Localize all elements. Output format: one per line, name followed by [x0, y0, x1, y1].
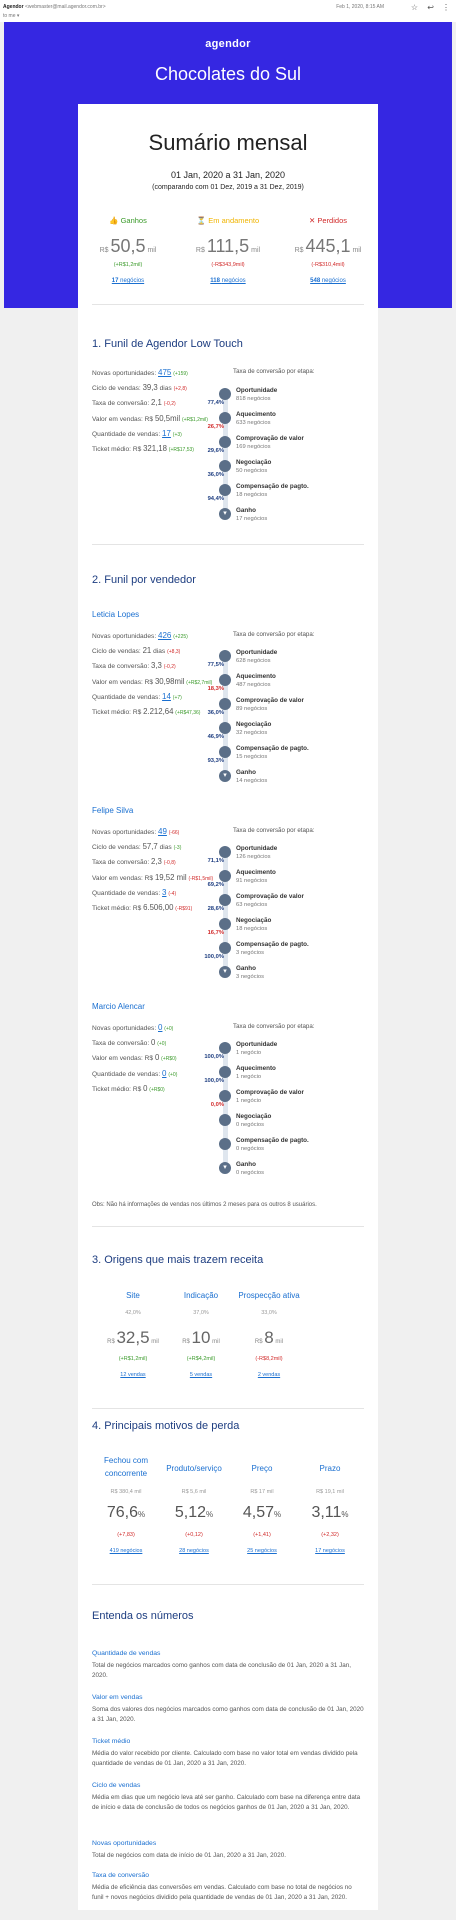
percent-value: 4,57	[242, 1504, 274, 1521]
metric-text: Taxa de conversão:	[92, 1040, 150, 1048]
stage-count: 633 negócios	[236, 420, 271, 426]
origin-delta: (+R$1,2mil)	[118, 1356, 148, 1362]
metric-text: (-0,8)	[163, 860, 176, 867]
loss-reason-delta: (+7,83)	[117, 1532, 135, 1538]
more-options-icon[interactable]: ⋮	[442, 3, 450, 12]
stage-dot	[219, 894, 231, 906]
metric-text: Valor em vendas:	[92, 874, 143, 882]
stage-dot	[219, 698, 231, 710]
origin-value	[234, 1328, 304, 1348]
conversion-rate: 100,0%	[204, 1078, 224, 1084]
conversion-rate: 100,0%	[204, 954, 224, 960]
summary-compare: (comparando com 01 Dez, 2019 a 31 Dez, 2019)	[152, 184, 304, 191]
loss-reason-link[interactable]: 28 negócios	[179, 1548, 209, 1554]
definition-body: Média de eficiência das conversões em vendas. Calculado com base no total de negócios no funil + novos negócios dividido pela quantidade de vendas de 01 Jan, 2020 a 31 Jan, 2020.	[92, 1884, 352, 1901]
metric-text: 0	[154, 1053, 160, 1063]
stage-count: 169 negócios	[236, 444, 271, 450]
metric-text: (+0)	[164, 1026, 174, 1032]
stage-count: 89 negócios	[236, 706, 268, 712]
divider	[92, 544, 364, 545]
conversion-rate: 93,3%	[207, 758, 224, 764]
vendor-2-funnel-title: Taxa de conversão por etapa:	[233, 1023, 315, 1030]
metric-text: Novas oportunidades:	[92, 829, 157, 836]
stage-dot	[219, 674, 231, 686]
stage-name: Ganho	[236, 1161, 256, 1168]
stage-name: Aquecimento	[236, 1065, 276, 1072]
email-date: Feb 1, 2020, 8:15 AM	[336, 4, 384, 10]
loss-reason-percent	[160, 1504, 228, 1522]
stage-count: 0 negócios	[236, 1170, 265, 1176]
loss-reason-percent	[92, 1504, 160, 1522]
stage-dot	[219, 436, 231, 448]
stage-dot	[219, 1114, 231, 1126]
stage-name: Oportunidade	[236, 1041, 278, 1048]
stage-dot	[219, 942, 231, 954]
s1-novas-link[interactable]: 475	[158, 368, 172, 377]
conversion-rate: 77,4%	[207, 400, 224, 406]
star-icon[interactable]: ☆	[410, 3, 418, 12]
stage-name: Ganho	[236, 769, 256, 776]
stage-name: Comprovação de valor	[236, 697, 304, 704]
metric-text: R$	[144, 1055, 154, 1063]
metric-link[interactable]: 14	[162, 691, 171, 701]
kpi-ganhos-label: 👍 Ganhos	[109, 216, 147, 225]
metric-text: (+225)	[173, 634, 188, 640]
section-5-title: Entenda os números	[92, 1610, 194, 1622]
loss-reason-value: R$ 17 mil	[250, 1489, 274, 1495]
origin-sales-link[interactable]: 12 vendas	[120, 1372, 146, 1378]
definition-body: Média em dias que um negócio leva até ser ganho. Calculado com base na diferença entre data de início e data de conclusão de todos os negócios ganhos de 01 Jan, 2020 a 31 Jan, 2020.	[92, 1794, 361, 1811]
unit: mil	[275, 1339, 284, 1345]
origin-name[interactable]: Prospecção ativa	[238, 1291, 300, 1300]
stage-dot	[219, 722, 231, 734]
unit: mil	[151, 1339, 159, 1345]
stage-count: 628 negócios	[236, 658, 271, 664]
origin-share: 37,0%	[193, 1310, 209, 1316]
metric-text: 57,7	[142, 842, 158, 852]
origin-delta: (-R$8,2mil)	[255, 1356, 283, 1362]
s1-metrics: Novas oportunidades: 475 (+159) Ciclo de vendas: 39,3 dias (+2,8) Taxa de conversão: 2,1 (-0,2) Valor em vendas: R$ 50,5mil (+R$1,2mil) Quantidade de vendas: 17 (+3) Ticket médio: R$ 321,18 (+R$17,53)	[92, 368, 208, 454]
definition-title: Ticket médio	[92, 1738, 131, 1745]
metric-link[interactable]: 426	[158, 631, 172, 640]
reply-icon[interactable]: ↩	[427, 3, 434, 12]
definition-title: Novas oportunidades	[92, 1840, 157, 1847]
metric-text: (+R$47,36)	[175, 710, 201, 717]
stage-name: Compensação de pagto.	[236, 1137, 309, 1144]
metric-text: (+0)	[157, 1041, 167, 1048]
value: 8	[264, 1328, 274, 1347]
metric-text: 30,98mil	[154, 676, 185, 686]
metric-text: 19,52 mil	[154, 872, 187, 882]
kpi-ganhos-link[interactable]: 17 negócios	[111, 278, 145, 284]
stage-count: 18 negócios	[236, 926, 268, 932]
metric-line	[92, 1021, 242, 1036]
stage-name: Negociação	[236, 721, 272, 728]
stage-name: Ganho	[236, 507, 256, 514]
metric-text: (-4)	[168, 890, 177, 897]
metric-text: R$	[132, 709, 142, 717]
stage-name: Negociação	[236, 917, 272, 924]
loss-reason-percent	[296, 1504, 364, 1522]
stage-count: 32 negócios	[236, 730, 268, 736]
loss-reason-delta: (+1,41)	[253, 1532, 271, 1538]
company-name: Chocolates do Sul	[154, 64, 302, 84]
unit: mil	[212, 1339, 220, 1345]
kpi-ganhos-value: R$ 50,5 mil	[99, 236, 157, 256]
agendor-logo: agendor	[205, 38, 251, 50]
section-2-title: 2. Funil por vendedor	[92, 574, 196, 586]
conversion-rate: 71,1%	[207, 858, 224, 864]
percent-sign: %	[206, 1510, 214, 1519]
loss-reason-value: R$ 380,4 mil	[110, 1489, 142, 1495]
conversion-rate: 0,0%	[210, 1102, 224, 1108]
metric-text: Valor em vendas:	[92, 678, 143, 686]
stage-dot	[219, 870, 231, 882]
metric-text: (-R$1,5mil)	[188, 875, 214, 882]
metric-line	[92, 629, 242, 644]
stage-name: Compensação de pagto.	[236, 483, 309, 490]
origin-value	[166, 1328, 236, 1348]
value: 32,5	[116, 1328, 150, 1347]
metric-text: (-0,2)	[163, 664, 176, 671]
divider	[92, 1226, 364, 1227]
loss-reason-name[interactable]: Prazo	[319, 1464, 341, 1473]
email-header	[0, 0, 456, 22]
kpi-perdidos-delta: (-R$310,4mil)	[311, 262, 345, 268]
metric-text: 2.212,64	[143, 707, 174, 717]
origin-name[interactable]: Indicação	[183, 1291, 219, 1300]
stage-count: 63 negócios	[236, 902, 268, 908]
kpi-andamento-link[interactable]: 118 negócios	[210, 278, 246, 284]
metric-text: dias	[153, 648, 166, 656]
stage-count: 3 negócios	[236, 950, 265, 956]
stage-name: Comprovação de valor	[236, 435, 304, 442]
stage-name: Oportunidade	[236, 387, 278, 394]
kpi-perdidos-label: ✕ Perdidos	[309, 216, 347, 225]
vendor-1-funnel-title: Taxa de conversão por etapa:	[233, 827, 315, 834]
vendor-0-funnel-title: Taxa de conversão por etapa:	[233, 631, 315, 638]
vendor-name[interactable]: Marcio Alencar	[92, 1002, 145, 1011]
origin-value	[98, 1328, 168, 1348]
stage-name: Aquecimento	[236, 673, 276, 680]
percent-value: 3,11	[311, 1504, 342, 1521]
loss-reason-name[interactable]: Fechou com concorrente	[103, 1456, 149, 1478]
vendor-name[interactable]: Leticia Lopes	[92, 610, 140, 619]
stage-count: 818 negócios	[236, 396, 271, 402]
vendors-observation: Obs: Não há informações de vendas nos últimos 2 meses para os outros 8 usuários.	[92, 1202, 317, 1208]
stage-count: 3 negócios	[236, 974, 265, 980]
stage-name: Compensação de pagto.	[236, 745, 309, 752]
stage-dot	[219, 650, 231, 662]
currency: R$	[254, 1339, 263, 1345]
summary-title: Sumário mensal	[148, 130, 308, 155]
stage-count: 91 negócios	[236, 878, 268, 884]
definition-body: Média do valor recebido por cliente. Calculado com base no valor total em vendas dividido pela quantidade de vendas de 01 Jan, 2020 a 31 Jan, 2020.	[92, 1750, 358, 1767]
definition-title: Quantidade de vendas	[92, 1650, 161, 1657]
stage-dot	[219, 1066, 231, 1078]
metric-text: Quantidade de vendas:	[92, 1070, 161, 1078]
metric-text: Ticket médio:	[92, 905, 131, 913]
stage-dot	[219, 412, 231, 424]
stage-count: 18 negócios	[236, 492, 268, 498]
stage-dot	[219, 918, 231, 930]
stage-dot	[219, 1138, 231, 1150]
metric-text: Quantidade de vendas:	[92, 693, 161, 701]
stage-count: 487 negócios	[236, 682, 271, 688]
won-stage-icon: ▾	[219, 1162, 231, 1174]
stage-count: 14 negócios	[236, 778, 268, 784]
thumbs-up-icon: 👍	[109, 216, 119, 225]
conversion-rate: 94,4%	[207, 496, 224, 502]
report-card	[78, 104, 378, 1910]
stage-dot	[219, 1042, 231, 1054]
percent-sign: %	[341, 1510, 349, 1519]
metric-text: Taxa de conversão:	[92, 859, 150, 867]
stage-name: Aquecimento	[236, 869, 276, 876]
kpi-andamento-delta: (-R$343,9mil)	[211, 262, 245, 268]
value: 10	[191, 1328, 211, 1347]
divider	[92, 1584, 364, 1585]
hourglass-icon: ⏳	[196, 216, 207, 225]
stage-dot	[219, 746, 231, 758]
definition-title: Valor em vendas	[92, 1694, 143, 1701]
stage-count: 1 negócio	[236, 1050, 262, 1056]
metric-link[interactable]: 49	[158, 827, 167, 836]
origin-sales-link[interactable]: 5 vendas	[189, 1372, 213, 1378]
won-stage-icon: ▾	[219, 770, 231, 782]
won-stage-icon: ▾	[219, 966, 231, 978]
kpi-andamento-label: ⏳ Em andamento	[196, 216, 260, 225]
section-3-title: 3. Origens que mais trazem receita	[92, 1254, 264, 1266]
metric-text: (+R$0)	[161, 1056, 177, 1063]
metric-text: 0	[143, 1083, 148, 1093]
metric-text: R$	[132, 1085, 142, 1093]
metric-text: (+R$2,7mil)	[186, 679, 213, 686]
metric-text: Valor em vendas:	[92, 1055, 143, 1063]
stage-name: Compensação de pagto.	[236, 941, 309, 948]
origin-sales-link[interactable]: 2 vendas	[257, 1372, 281, 1378]
metric-text: (-66)	[168, 830, 180, 836]
stage-count: 1 negócio	[236, 1074, 262, 1080]
percent-sign: %	[274, 1510, 282, 1519]
stage-dot	[219, 388, 231, 400]
loss-reason-percent	[228, 1504, 296, 1522]
conversion-rate: 29,6%	[207, 448, 224, 454]
stage-name: Oportunidade	[236, 649, 278, 656]
stage-count: 0 negócios	[236, 1122, 265, 1128]
conversion-rate: 36,0%	[207, 472, 224, 478]
definition-body: Soma dos valores dos negócios marcados como ganhos com data de conclusão de 01 Jan, 2020 a 31 Jan, 2020.	[92, 1706, 364, 1723]
metric-text: (-R$91)	[175, 906, 193, 913]
metric-text: Novas oportunidades:	[92, 633, 157, 640]
metric-text: Ticket médio:	[92, 1085, 131, 1093]
metric-text: (-3)	[173, 845, 182, 852]
divider	[92, 304, 364, 305]
metric-text: (+0)	[168, 1071, 178, 1078]
stage-dot	[219, 846, 231, 858]
kpi-perdidos-link[interactable]: 548 negócios	[310, 278, 346, 284]
loss-reason-link[interactable]: 17 negócios	[315, 1548, 345, 1554]
metric-line	[92, 825, 242, 840]
conversion-rate: 16,7%	[207, 930, 224, 936]
conversion-rate: 28,6%	[207, 906, 224, 912]
origin-share: 33,0%	[261, 1310, 277, 1316]
kpi-perdidos-value: R$ 445,1 mil	[294, 236, 362, 256]
metric-text: (+8,3)	[167, 649, 181, 656]
conversion-rate: 69,2%	[207, 882, 224, 888]
email-sender: Agendor <webmaster@mail.agendor.com.br>	[3, 4, 106, 10]
stage-count: 0 negócios	[236, 1146, 265, 1152]
definition-body: Total de negócios marcados como ganhos com data de conclusão de 01 Jan, 2020 a 31 Jan, 2020.	[92, 1662, 352, 1679]
metric-text: R$	[144, 874, 154, 882]
stage-name: Ganho	[236, 965, 256, 972]
kpi-andamento-value: R$ 111,5 mil	[195, 236, 261, 256]
loss-reason-link[interactable]: 419 negócios	[109, 1548, 143, 1554]
funnel-track	[223, 1046, 228, 1172]
origin-delta: (+R$4,2mil)	[186, 1356, 216, 1362]
s1-qtd-link[interactable]: 17	[162, 428, 171, 438]
metric-text: R$	[132, 905, 142, 913]
metric-link[interactable]: 3	[162, 887, 167, 897]
section-1-title: 1. Funil de Agendor Low Touch	[92, 338, 243, 350]
origin-name[interactable]: Site	[126, 1291, 140, 1300]
metric-text: dias	[159, 844, 172, 852]
metric-text: Quantidade de vendas:	[92, 889, 161, 897]
metric-link[interactable]: 0	[158, 1023, 163, 1032]
stage-count: 50 negócios	[236, 468, 268, 474]
won-stage-icon: ▾	[219, 508, 231, 520]
loss-reason-name[interactable]: Produto/serviço	[166, 1464, 222, 1473]
metric-text: Ticket médio:	[92, 709, 131, 717]
metric-text: Ciclo de vendas:	[92, 648, 141, 656]
conversion-rate: 46,9%	[207, 734, 224, 740]
summary-period: 01 Jan, 2020 a 31 Jan, 2020	[170, 170, 286, 180]
metric-text: 6.506,00	[143, 903, 174, 913]
s1-funnel-title: Taxa de conversão por etapa:	[233, 368, 315, 375]
loss-reason-value: R$ 19,1 mil	[316, 1489, 344, 1495]
origin-share: 42,0%	[125, 1310, 141, 1316]
stage-name: Comprovação de valor	[236, 1089, 304, 1096]
stage-count: 15 negócios	[236, 754, 268, 760]
metric-text: (+R$0)	[149, 1086, 165, 1093]
definition-title: Ciclo de vendas	[92, 1782, 141, 1789]
definition-title: Taxa de conversão	[92, 1872, 150, 1879]
conversion-rate: 77,5%	[207, 662, 224, 668]
metric-text: (+7)	[172, 694, 182, 701]
metric-text: Novas oportunidades:	[92, 1025, 157, 1032]
loss-reason-link[interactable]: 25 negócios	[247, 1548, 277, 1554]
kpi-ganhos-delta: (+R$1,2mil)	[113, 262, 143, 268]
percent-sign: %	[138, 1510, 146, 1519]
stage-name: Comprovação de valor	[236, 893, 304, 900]
loss-reason-name[interactable]: Preço	[251, 1464, 273, 1473]
currency: R$	[107, 1339, 115, 1345]
stage-count: 17 negócios	[236, 516, 268, 522]
loss-reason-delta: (+0,12)	[185, 1532, 203, 1538]
metric-text: Taxa de conversão:	[92, 663, 150, 671]
stage-name: Oportunidade	[236, 845, 278, 852]
x-icon: ✕	[309, 216, 316, 225]
stage-name: Negociação	[236, 1113, 272, 1120]
loss-reason-value: R$ 5,6 mil	[181, 1489, 207, 1495]
stage-count: 1 negócio	[236, 1098, 262, 1104]
email-recipient[interactable]: to me ▾	[3, 13, 20, 19]
percent-value: 76,6	[106, 1504, 138, 1521]
metric-text: 2,3	[151, 857, 162, 867]
currency: R$	[182, 1339, 190, 1345]
vendor-name[interactable]: Felipe Silva	[92, 806, 134, 815]
conversion-rate: 36,0%	[207, 710, 224, 716]
conversion-rate: 26,7%	[207, 424, 224, 430]
percent-value: 5,12	[174, 1504, 206, 1521]
stage-name: Negociação	[236, 459, 272, 466]
stage-dot	[219, 460, 231, 472]
stage-count: 126 negócios	[236, 854, 271, 860]
metric-text: 21	[142, 646, 152, 656]
metric-link[interactable]: 0	[162, 1068, 167, 1078]
stage-dot	[219, 484, 231, 496]
metric-text: 0	[151, 1038, 156, 1048]
metric-text: R$	[144, 678, 154, 686]
metric-text: Ciclo de vendas:	[92, 844, 141, 852]
conversion-rate: 100,0%	[204, 1054, 224, 1060]
stage-name: Aquecimento	[236, 411, 276, 418]
definition-body: Total de negócios com data de início de 01 Jan, 2020 a 31 Jan, 2020.	[92, 1852, 286, 1859]
stage-dot	[219, 1090, 231, 1102]
divider	[92, 1408, 364, 1409]
section-4-title: 4. Principais motivos de perda	[92, 1420, 240, 1432]
loss-reason-delta: (+2,32)	[321, 1532, 339, 1538]
conversion-rate: 18,3%	[207, 686, 224, 692]
metric-text: 3,3	[151, 661, 162, 671]
